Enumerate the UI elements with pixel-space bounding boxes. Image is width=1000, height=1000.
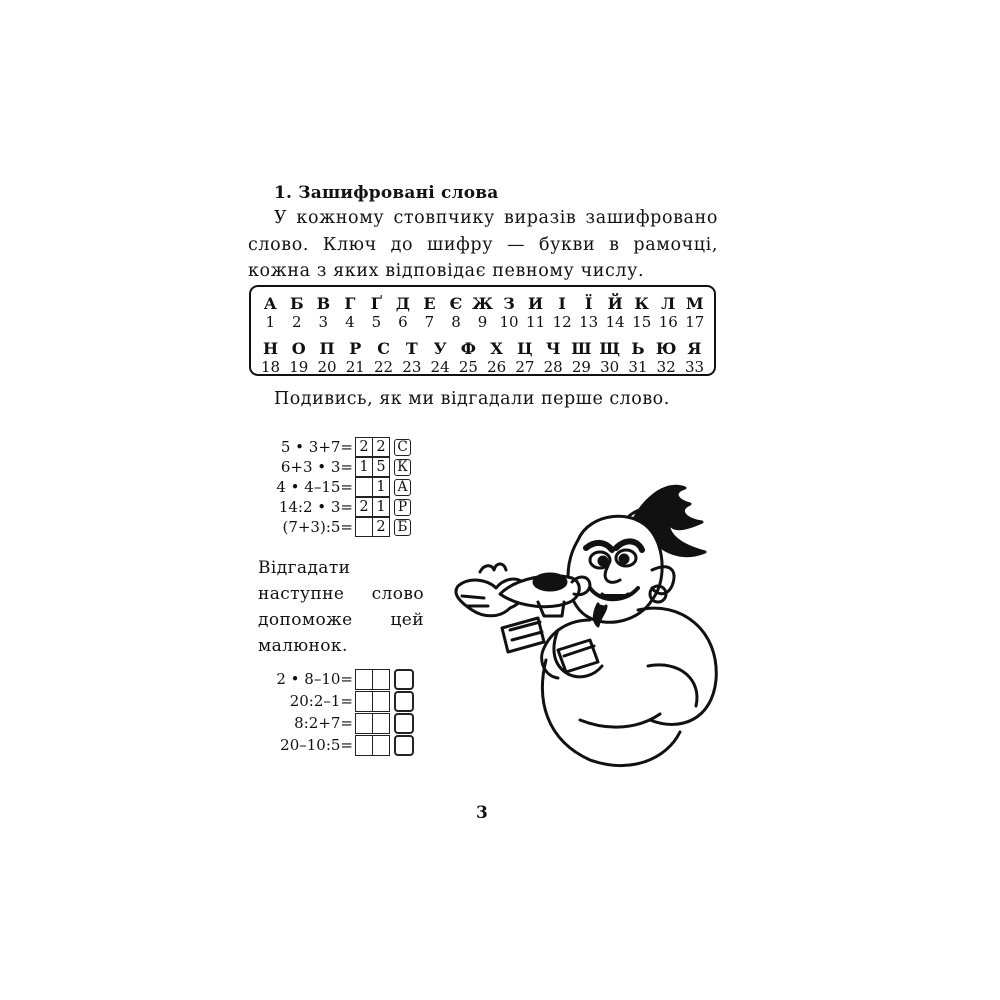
cipher-cell — [596, 340, 623, 376]
genie-with-lamp-icon — [440, 470, 730, 770]
cipher-cell — [310, 295, 337, 331]
answer-digit-boxes — [355, 497, 390, 517]
expression: 14:2 • 3= — [278, 498, 353, 516]
cipher-cell — [427, 340, 454, 376]
cipher-cell — [681, 340, 708, 376]
cipher-number: 18 — [260, 358, 281, 376]
cipher-cell — [257, 295, 284, 331]
answer-letter-box[interactable] — [394, 669, 414, 690]
answer-digit[interactable] — [372, 670, 389, 689]
cipher-letter: С — [377, 339, 390, 358]
cipher-number: 25 — [458, 358, 478, 376]
answer-letter-box[interactable] — [394, 735, 414, 756]
task-row — [250, 734, 414, 756]
cipher-cell — [257, 340, 284, 376]
cipher-number: 21 — [345, 358, 365, 376]
cipher-letter: І — [558, 294, 566, 313]
task-row — [250, 690, 414, 712]
cipher-letter: Р — [349, 339, 362, 358]
answer-letter-box[interactable] — [394, 691, 414, 712]
cipher-letter: Ч — [545, 339, 561, 358]
cipher-cell — [496, 295, 523, 331]
answer-digit[interactable] — [356, 670, 372, 689]
answer-digit-boxes — [355, 437, 390, 457]
cipher-letter: Ш — [571, 339, 592, 358]
cipher-letter: Б — [289, 294, 304, 313]
cipher-number: 13 — [579, 313, 599, 331]
cipher-number: 11 — [526, 313, 546, 331]
page-number: 3 — [476, 803, 488, 823]
cipher-cell — [370, 340, 397, 376]
cipher-number: 26 — [487, 358, 507, 376]
cipher-number: 31 — [628, 358, 648, 376]
expression: (7+3):5= — [282, 518, 353, 536]
example-row — [250, 477, 411, 497]
cipher-letter: Ь — [631, 339, 645, 358]
answer-digit-boxes[interactable] — [355, 669, 390, 690]
cipher-cell — [628, 295, 655, 331]
cipher-number: 7 — [424, 313, 435, 331]
cipher-letter: Ж — [472, 294, 494, 313]
answer-digit: 2 — [359, 499, 369, 515]
cipher-number: 5 — [371, 313, 382, 331]
cipher-number: 28 — [543, 358, 563, 376]
answer-letter-box: К — [394, 459, 411, 476]
answer-digit-boxes[interactable] — [355, 691, 390, 712]
cipher-cell — [483, 340, 510, 376]
cipher-cell — [416, 295, 443, 331]
cipher-number: 1 — [265, 313, 276, 331]
answer-letter-box: А — [394, 479, 411, 496]
cipher-cell — [511, 340, 538, 376]
cipher-number: 27 — [515, 358, 535, 376]
cipher-cell — [602, 295, 629, 331]
example-row — [250, 497, 411, 517]
section-title: 1. Зашифровані слова — [274, 183, 499, 203]
answer-digit-boxes — [355, 517, 390, 537]
cipher-letter: З — [503, 294, 515, 313]
answer-digit: 2 — [372, 438, 389, 456]
cipher-number: 20 — [317, 358, 337, 376]
cipher-cell — [390, 295, 417, 331]
answer-digit: 1 — [372, 498, 389, 516]
cipher-key-box — [249, 285, 716, 376]
example-row — [250, 457, 411, 477]
cipher-number: 33 — [684, 358, 705, 376]
example-row — [250, 437, 411, 457]
cipher-letter: Х — [490, 339, 503, 358]
intro-paragraph: У кожному стовпчику виразів зашифровано слово. Ключ до шифру — букви в рамочці, кожна з яких відповідає певному числу. — [248, 208, 718, 281]
cipher-number: 4 — [345, 313, 355, 331]
answer-digit[interactable] — [356, 714, 372, 733]
answer-digit-boxes[interactable] — [355, 713, 390, 734]
cipher-cell — [568, 340, 595, 376]
answer-digit: 2 — [359, 439, 369, 455]
cipher-cell — [342, 340, 369, 376]
cipher-number: 32 — [656, 358, 676, 376]
cipher-cell — [285, 340, 312, 376]
cipher-cell — [653, 340, 680, 376]
cipher-number: 23 — [402, 358, 422, 376]
cipher-number: 15 — [632, 313, 652, 331]
cipher-number: 2 — [292, 313, 302, 331]
cipher-number: 6 — [398, 313, 408, 331]
answer-digit[interactable] — [356, 736, 372, 755]
answer-digit: 2 — [372, 518, 389, 536]
expression: 5 • 3+7= — [280, 438, 353, 456]
expression: 8:2+7= — [294, 714, 353, 732]
example-expressions — [250, 437, 411, 537]
cipher-cell — [549, 295, 576, 331]
cipher-cell — [337, 295, 364, 331]
answer-digit: 5 — [372, 458, 389, 476]
expression: 20–10:5= — [280, 736, 353, 754]
cipher-cell — [284, 295, 311, 331]
answer-letter-box: Б — [394, 519, 411, 536]
task-expressions — [250, 668, 414, 756]
cipher-letter: А — [263, 294, 277, 313]
cipher-number: 17 — [685, 313, 705, 331]
cipher-number: 14 — [605, 313, 625, 331]
cipher-number: 24 — [430, 358, 450, 376]
cipher-letter: П — [319, 339, 335, 358]
expression: 4 • 4–15= — [276, 478, 353, 496]
expression: 20:2–1= — [289, 692, 353, 710]
cipher-cell — [575, 295, 602, 331]
cipher-letter: Е — [423, 294, 436, 313]
expression: 6+3 • 3= — [280, 458, 353, 476]
cipher-letter: И — [528, 294, 544, 313]
answer-digit — [356, 478, 372, 496]
cipher-letter: Г — [344, 294, 356, 313]
cipher-letter: Ї — [584, 294, 593, 313]
example-caption: Подивись, як ми відгадали перше слово. — [274, 389, 670, 409]
cipher-cell — [314, 340, 341, 376]
cipher-letter: Щ — [599, 339, 621, 358]
answer-digit[interactable] — [372, 714, 389, 733]
cipher-number: 19 — [289, 358, 309, 376]
cipher-letter: Ґ — [370, 294, 382, 313]
answer-digit: 1 — [372, 478, 389, 496]
cipher-letter: В — [316, 294, 331, 313]
answer-letter-box: Р — [394, 499, 411, 516]
answer-digit[interactable] — [372, 736, 389, 755]
task-row — [250, 712, 414, 734]
cipher-number: 16 — [658, 313, 678, 331]
cipher-letter: Т — [405, 339, 418, 358]
answer-digit-boxes — [355, 477, 390, 497]
cipher-number: 12 — [552, 313, 572, 331]
cipher-letter: Ю — [655, 339, 677, 358]
cipher-number: 9 — [477, 313, 488, 331]
cipher-number: 3 — [318, 313, 329, 331]
cipher-number: 8 — [451, 313, 461, 331]
cipher-letter: Д — [395, 294, 411, 313]
cipher-letter: Ц — [517, 339, 533, 358]
cipher-cell — [522, 295, 549, 331]
answer-letter-box: С — [394, 439, 411, 456]
cipher-letter: Є — [449, 294, 463, 313]
cipher-number: 29 — [571, 358, 591, 376]
cipher-cell — [624, 340, 651, 376]
answer-digit[interactable] — [356, 692, 372, 711]
cipher-letter: Н — [262, 339, 279, 358]
cipher-cell — [682, 295, 709, 331]
cipher-letter: К — [634, 294, 649, 313]
cipher-cell — [398, 340, 425, 376]
cipher-cell — [540, 340, 567, 376]
cipher-cell — [469, 295, 496, 331]
cipher-letter: Ф — [460, 339, 476, 358]
answer-digit-boxes — [355, 457, 390, 477]
answer-digit-boxes[interactable] — [355, 735, 390, 756]
cipher-cell — [443, 295, 470, 331]
cipher-number: 10 — [499, 313, 519, 331]
cipher-letter: Й — [607, 294, 623, 313]
answer-digit[interactable] — [372, 692, 389, 711]
cipher-letter: О — [291, 339, 306, 358]
cipher-cell — [363, 295, 390, 331]
cipher-cell — [655, 295, 682, 331]
task-row — [250, 668, 414, 690]
cipher-row-1 — [257, 295, 708, 331]
example-row — [250, 517, 411, 537]
cipher-number: 30 — [600, 358, 620, 376]
expression: 2 • 8–10= — [276, 670, 353, 688]
cipher-number: 22 — [374, 358, 394, 376]
cipher-letter: Я — [687, 339, 702, 358]
cipher-letter: Л — [661, 294, 676, 313]
cipher-row-2 — [257, 340, 708, 376]
cipher-cell — [455, 340, 482, 376]
answer-digit: 1 — [359, 459, 369, 475]
cipher-letter: У — [433, 339, 447, 358]
answer-digit — [356, 518, 372, 536]
cipher-letter: М — [685, 294, 704, 313]
task-hint: Відгадати наступне слово допоможе цей малюнок. — [258, 558, 424, 656]
answer-letter-box[interactable] — [394, 713, 414, 734]
